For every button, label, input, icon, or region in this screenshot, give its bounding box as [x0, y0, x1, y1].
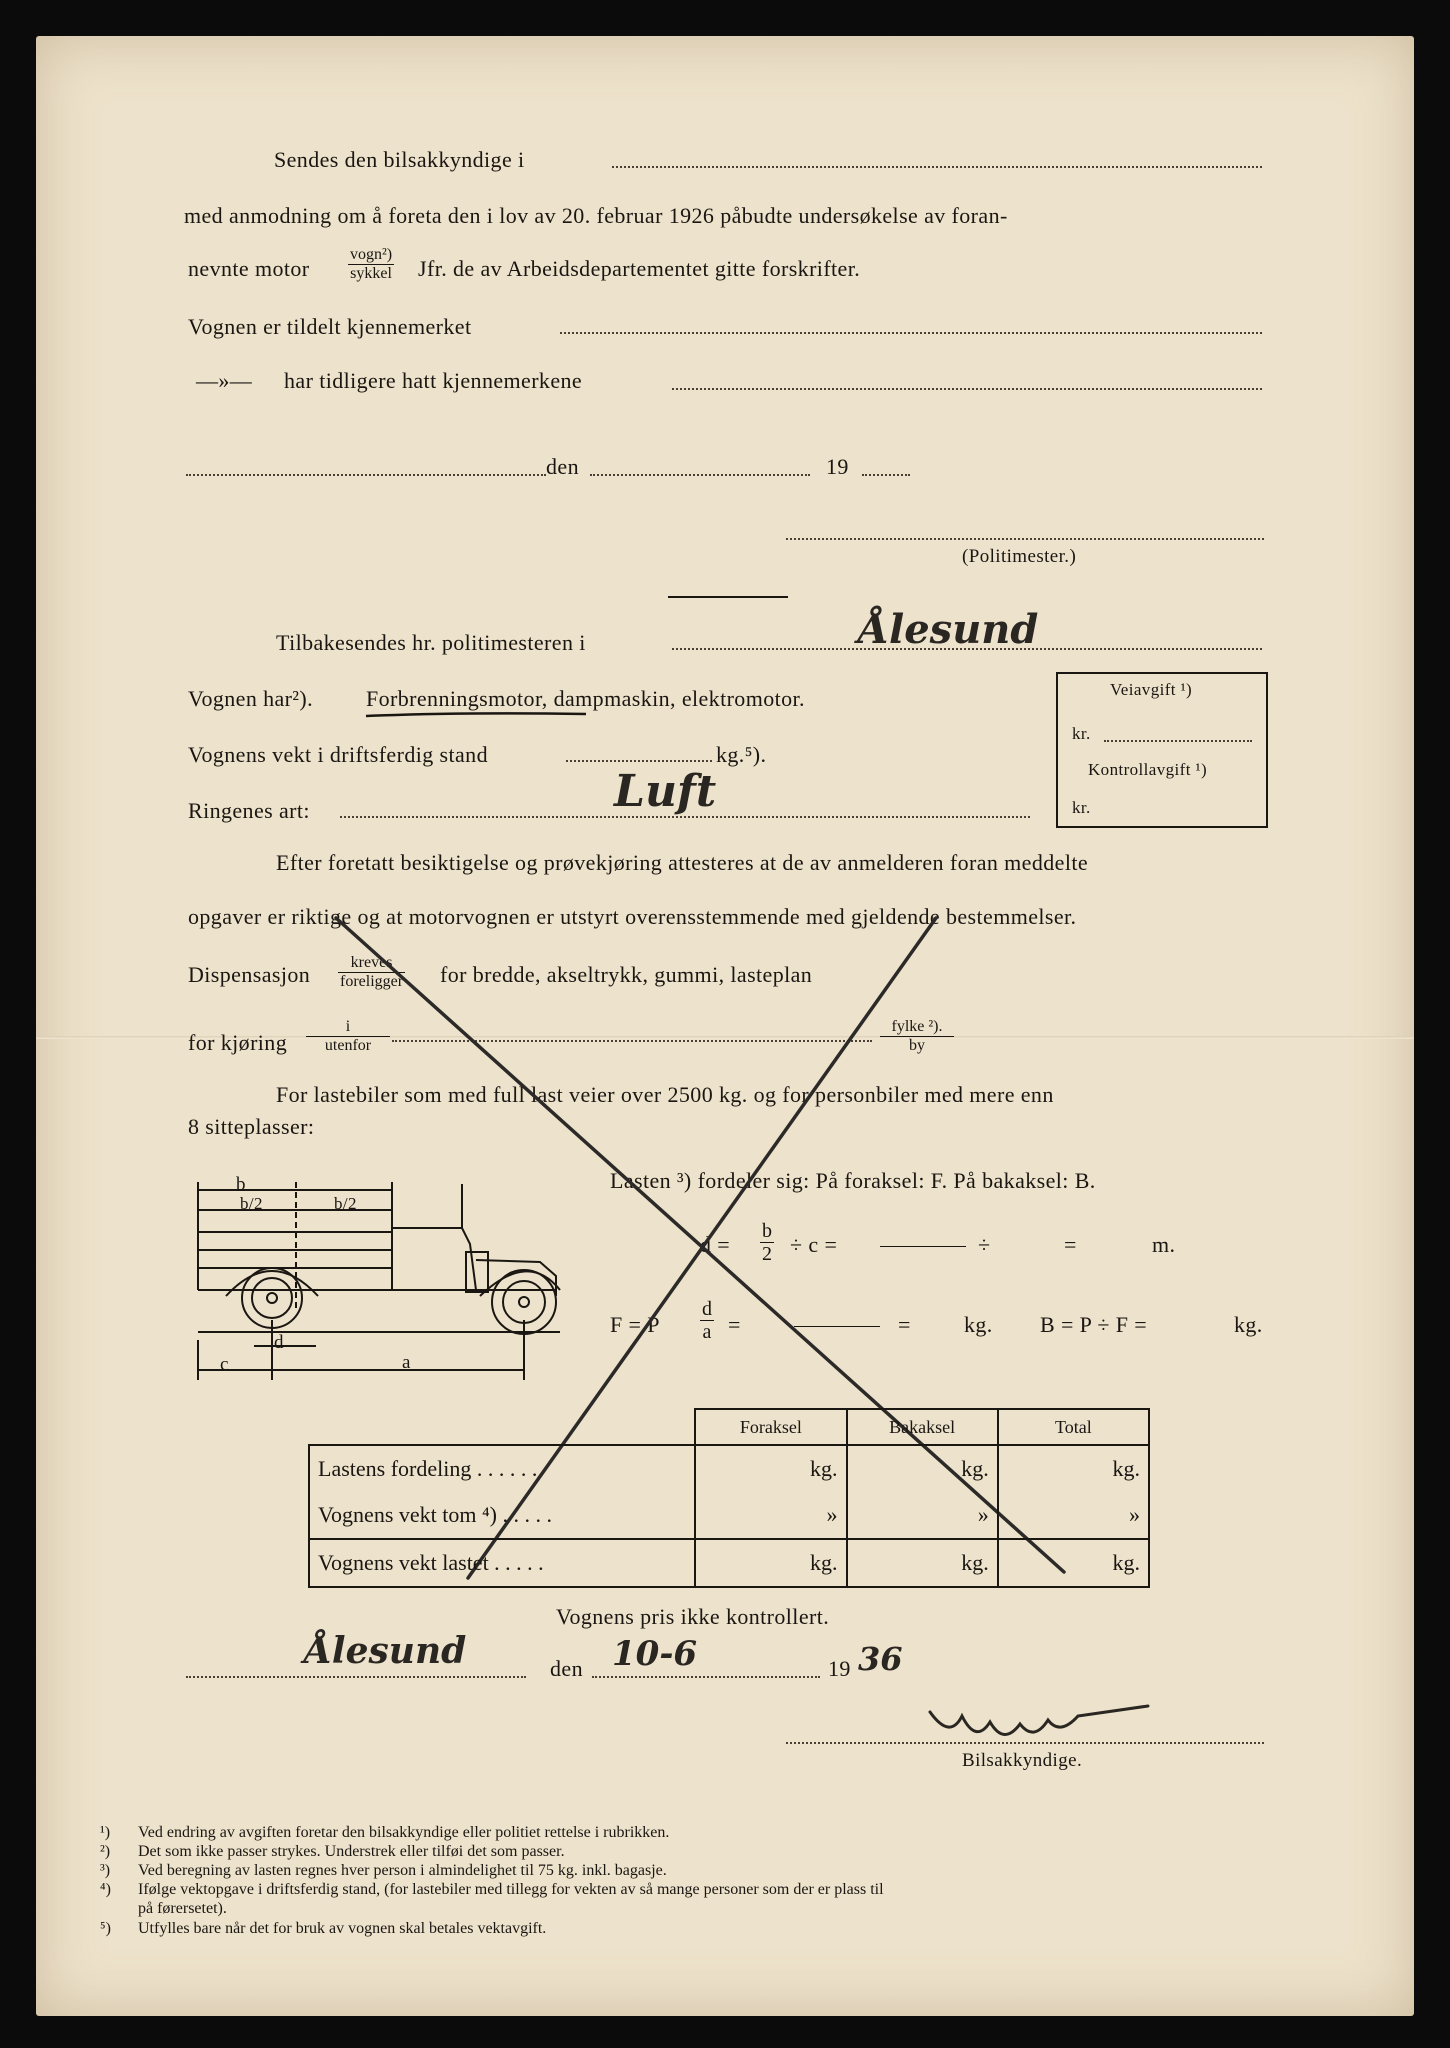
formula-d: d =	[700, 1232, 731, 1257]
road-tax-label: Veiavgift ¹)	[1110, 680, 1193, 699]
d-symbol: d	[702, 1298, 712, 1320]
road-tax-field[interactable]	[1104, 740, 1252, 742]
control-fee-kr: kr.	[1072, 798, 1091, 817]
table-cell[interactable]: »	[847, 1492, 998, 1539]
header-bakaksel: Bakaksel	[847, 1409, 998, 1445]
footnote-5: ⁵) Utfylles bare når det for bruk av vognen skal betales vektavgift.	[100, 1920, 547, 1937]
table-cell[interactable]: kg.	[695, 1445, 846, 1492]
table-corner	[309, 1409, 695, 1445]
dispensation-post: for bredde, akseltrykk, gummi, lasteplan	[440, 962, 813, 987]
closing-place-handwritten: Ålesund	[304, 1630, 467, 1672]
table-cell[interactable]: »	[998, 1492, 1149, 1539]
inspector-signature-field[interactable]	[786, 1742, 1264, 1744]
table-cell[interactable]: »	[695, 1492, 846, 1539]
truck-line-2: 8 sitteplasser:	[188, 1114, 315, 1139]
formula-eq: =	[1064, 1232, 1077, 1257]
tires-handwritten: Luft	[614, 766, 717, 817]
table-cell[interactable]: kg.	[998, 1445, 1149, 1492]
control-fee-label: Kontrollavgift ¹)	[1088, 760, 1208, 779]
road-tax-kr: kr.	[1072, 724, 1091, 743]
table-cell[interactable]: kg.	[998, 1539, 1149, 1587]
row-label: Vognens vekt lastet . . . . .	[309, 1539, 695, 1587]
formula-b: B = P ÷ F =	[1040, 1312, 1148, 1337]
attest-line-1: Efter foretatt besiktigelse og prøvekjøring attesteres at de av anmelderen foran meddelte	[276, 850, 1089, 875]
police-signature-field[interactable]	[786, 538, 1264, 540]
footnote-2: ²) Det som ikke passer strykes. Understrek eller tilføi det som passer.	[100, 1843, 565, 1860]
send-year-label: 19	[826, 454, 849, 479]
send-line-1: Sendes den bilsakkyndige i	[274, 147, 525, 172]
formula-kg2: kg.	[1234, 1312, 1263, 1337]
send-line-5: har tidligere hatt kjennemerkene	[284, 368, 583, 393]
header-total: Total	[998, 1409, 1149, 1445]
footnote-1: ¹) Ved endring av avgiften foretar den bilsakkyndige eller politiet rettelse i rubrikken.	[100, 1824, 670, 1841]
truck-line-1: For lastebiler som med full last veier over 2500 kg. og for personbiler med mere enn	[276, 1082, 1054, 1107]
inspector-label: Bilsakkyndige.	[962, 1750, 1083, 1771]
load-distribution-table	[308, 1408, 1150, 1588]
diagram-d: d	[274, 1332, 284, 1353]
region-field[interactable]	[392, 1040, 872, 1042]
table-cell[interactable]: kg.	[695, 1539, 846, 1587]
fylke-by-fraction	[880, 1018, 954, 1055]
row-label: Lastens fordeling . . . . . .	[309, 1445, 695, 1492]
send-line-4: Vognen er tildelt kjennemerket	[188, 314, 472, 339]
utenfor-option: utenfor	[324, 1037, 372, 1054]
kreves-option: kreves	[338, 954, 405, 973]
dispensation-fraction	[338, 954, 405, 991]
previous-plates-field[interactable]	[672, 388, 1262, 390]
diagram-b2-left: b/2	[240, 1194, 263, 1213]
motor-label: Vognen har²).	[188, 686, 314, 711]
section-divider	[668, 596, 788, 598]
price-note: Vognens pris ikke kontrollert.	[556, 1604, 830, 1629]
vogn-option: vogn²)	[350, 246, 393, 263]
weight-unit: kg.⁵).	[716, 742, 767, 767]
weight-label: Vognens vekt i driftsferdig stand	[188, 742, 488, 767]
send-date-field[interactable]	[590, 474, 810, 476]
diagram-b: b	[236, 1174, 246, 1195]
send-place-date-field[interactable]	[186, 474, 546, 476]
send-place-field[interactable]	[612, 166, 1262, 168]
d-over-a	[700, 1298, 714, 1343]
send-line-5-dash: —»—	[196, 368, 253, 393]
closing-den: den	[550, 1656, 583, 1681]
formula-f: F = P	[610, 1312, 660, 1337]
table-row	[309, 1492, 1149, 1539]
closing-place-field[interactable]	[186, 1676, 526, 1678]
i-option: i	[306, 1018, 390, 1037]
weight-field[interactable]	[566, 760, 712, 762]
diagram-b2-right: b/2	[334, 1194, 357, 1213]
vogn-sykkel-fraction	[348, 246, 394, 283]
b-over-2	[760, 1220, 774, 1265]
two-symbol: 2	[762, 1243, 772, 1265]
return-place-handwritten: Ålesund	[858, 606, 1039, 653]
plate-field[interactable]	[560, 332, 1262, 334]
load-intro: Lasten ³) fordeler sig: På foraksel: F. På bakaksel: B.	[610, 1168, 1096, 1193]
table-cell[interactable]: kg.	[847, 1445, 998, 1492]
table-row	[309, 1445, 1149, 1492]
footnote-4-cont: på førersetet).	[138, 1900, 227, 1917]
by-option: by	[909, 1037, 925, 1054]
table-header-row	[309, 1409, 1149, 1445]
dispensation-label: Dispensasjon	[188, 962, 311, 987]
i-utenfor-fraction	[306, 1018, 390, 1055]
attest-line-2: opgaver er riktige og at motorvognen er utstyrt overensstemmende med gjeldende bestemmelser.	[188, 904, 1077, 929]
tires-label: Ringenes art:	[188, 798, 310, 823]
formula-div: ÷	[978, 1232, 991, 1257]
table-row	[309, 1539, 1149, 1587]
closing-year-handwritten: 36	[858, 1640, 903, 1678]
formula-kg1: kg.	[964, 1312, 993, 1337]
send-year-field[interactable]	[862, 474, 910, 476]
closing-year-printed: 19	[828, 1656, 851, 1681]
sykkel-option: sykkel	[350, 265, 392, 282]
return-line-1: Tilbakesendes hr. politimesteren i	[276, 630, 586, 655]
d-result-line	[880, 1246, 966, 1247]
send-den-label: den	[546, 454, 579, 479]
b-symbol: b	[762, 1220, 772, 1242]
send-line-3-pre: nevnte motor	[188, 256, 310, 281]
police-signature-label: (Politimester.)	[962, 546, 1077, 567]
table-cell[interactable]: kg.	[847, 1539, 998, 1587]
footnote-3: ³) Ved beregning av lasten regnes hver person i almindelighet til 75 kg. inkl. bagasje.	[100, 1862, 667, 1879]
foreligger-option: foreligger	[340, 973, 404, 990]
drive-label: for kjøring	[188, 1030, 288, 1055]
row-label: Vognens vekt tom ⁴) . . . . .	[309, 1492, 695, 1539]
f-result-line	[794, 1326, 880, 1327]
send-line-3-post: Jfr. de av Arbeidsdepartementet gitte forskrifter.	[418, 256, 861, 281]
diagram-a: a	[402, 1352, 411, 1373]
fylke-option: fylke ²).	[880, 1018, 954, 1037]
closing-date-field[interactable]	[592, 1676, 820, 1678]
formula-eq3: =	[898, 1312, 911, 1337]
motor-options: Forbrenningsmotor, dampmaskin, elektromotor.	[366, 686, 805, 711]
formula-m: m.	[1152, 1232, 1176, 1257]
formula-eq2: =	[728, 1312, 741, 1337]
diagram-c: c	[220, 1354, 229, 1375]
closing-date-handwritten: 10-6	[612, 1634, 698, 1674]
a-symbol: a	[702, 1321, 712, 1343]
send-line-2: med anmodning om å foreta den i lov av 20. februar 1926 påbudte undersøkelse av foran-	[184, 203, 1008, 228]
header-foraksel: Foraksel	[695, 1409, 846, 1445]
footnote-4: ⁴) Ifølge vektopgave i driftsferdig stand, (for lastebiler med tillegg for vekten av så mange personer som der er plass til	[100, 1881, 884, 1898]
fee-box	[1056, 672, 1268, 828]
formula-d-post: ÷ c =	[790, 1232, 838, 1257]
